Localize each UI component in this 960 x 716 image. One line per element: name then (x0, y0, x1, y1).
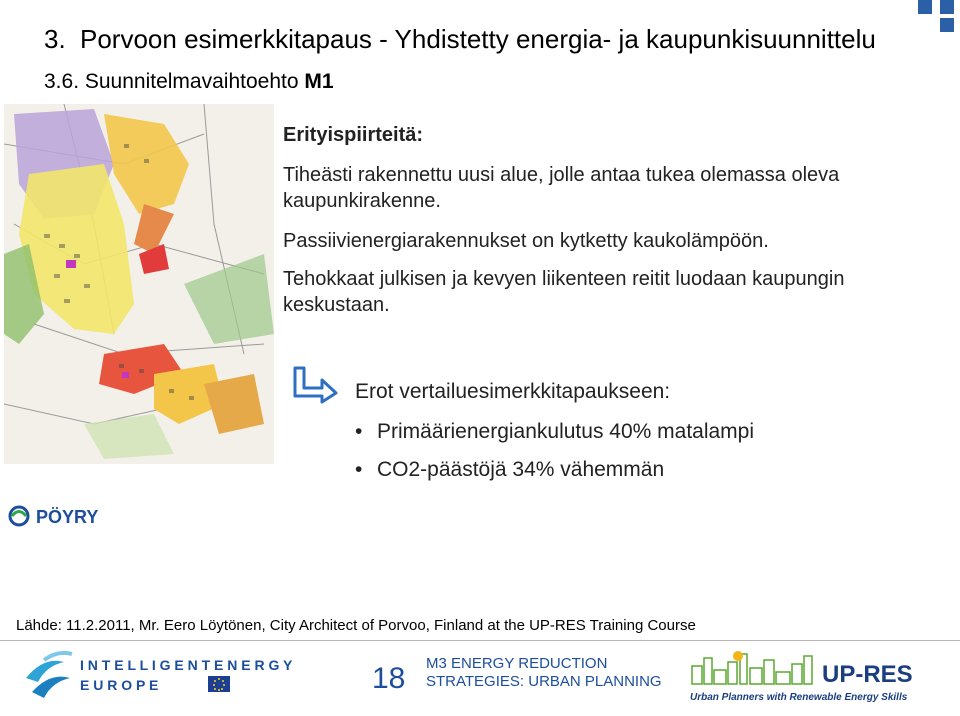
master-plan-map (4, 104, 274, 464)
iee-text-line1: I N T E L L I G E N T E N E R G Y (80, 657, 293, 673)
list-item-text: Primäärienergiankulutus 40% matalampi (377, 420, 755, 443)
elbow-arrow-icon (292, 366, 338, 404)
footer-divider (0, 640, 960, 641)
differences-heading: Erot vertailuesimerkkitapaukseen: (355, 380, 671, 403)
features-heading: Erityispiirteitä: (283, 124, 424, 146)
page-number: 18 (372, 662, 406, 695)
footer-line-2: STRATEGIES: URBAN PLANNING (426, 673, 662, 690)
bullet-icon: • (355, 458, 363, 481)
corner-square (918, 0, 932, 14)
list-item (355, 458, 664, 482)
poyry-logo-text: PÖYRY (36, 507, 99, 527)
list-item (355, 420, 754, 444)
poyry-logo (8, 503, 120, 529)
feature-paragraph: Tiheästi rakennettu uusi alue, jolle antaa tukea olemassa oleva kaupunkirakenne. (283, 164, 840, 212)
corner-square (940, 18, 954, 32)
slide-title-number: 3. (44, 24, 66, 54)
feature-paragraph: Passiivienergiarakennukset on kytketty kaukolämpöön. (283, 230, 769, 252)
slide-title-text: Porvoon esimerkkitapaus - Yhdistetty energia- ja kaupunkisuunnittelu (80, 24, 876, 54)
subtitle-bold: M1 (304, 70, 334, 93)
bullet-icon: • (355, 420, 363, 443)
footer-module-title (426, 655, 662, 691)
source-citation: Lähde: 11.2.2011, Mr. Eero Löytönen, City Architect of Porvoo, Finland at the UP-RES Training Course (16, 617, 696, 634)
corner-square (940, 0, 954, 14)
intelligent-energy-europe-logo (24, 648, 354, 706)
upres-tagline: Urban Planners with Renewable Energy Skills (690, 692, 908, 703)
iee-text-line2: E U R O P E (80, 677, 159, 693)
footer-line-1: M3 ENERGY REDUCTION (426, 655, 608, 672)
list-item-text: CO2-päästöjä 34% vähemmän (377, 458, 665, 481)
slide-subtitle (44, 70, 334, 94)
subtitle-prefix: 3.6. Suunnitelmavaihtoehto (44, 70, 305, 93)
slide-title (44, 24, 876, 55)
feature-paragraph: Tehokkaat julkisen ja kevyen liikenteen reitit luodaan kaupungin keskustaan. (283, 268, 845, 316)
upres-logo-text: UP-RES (822, 661, 913, 688)
